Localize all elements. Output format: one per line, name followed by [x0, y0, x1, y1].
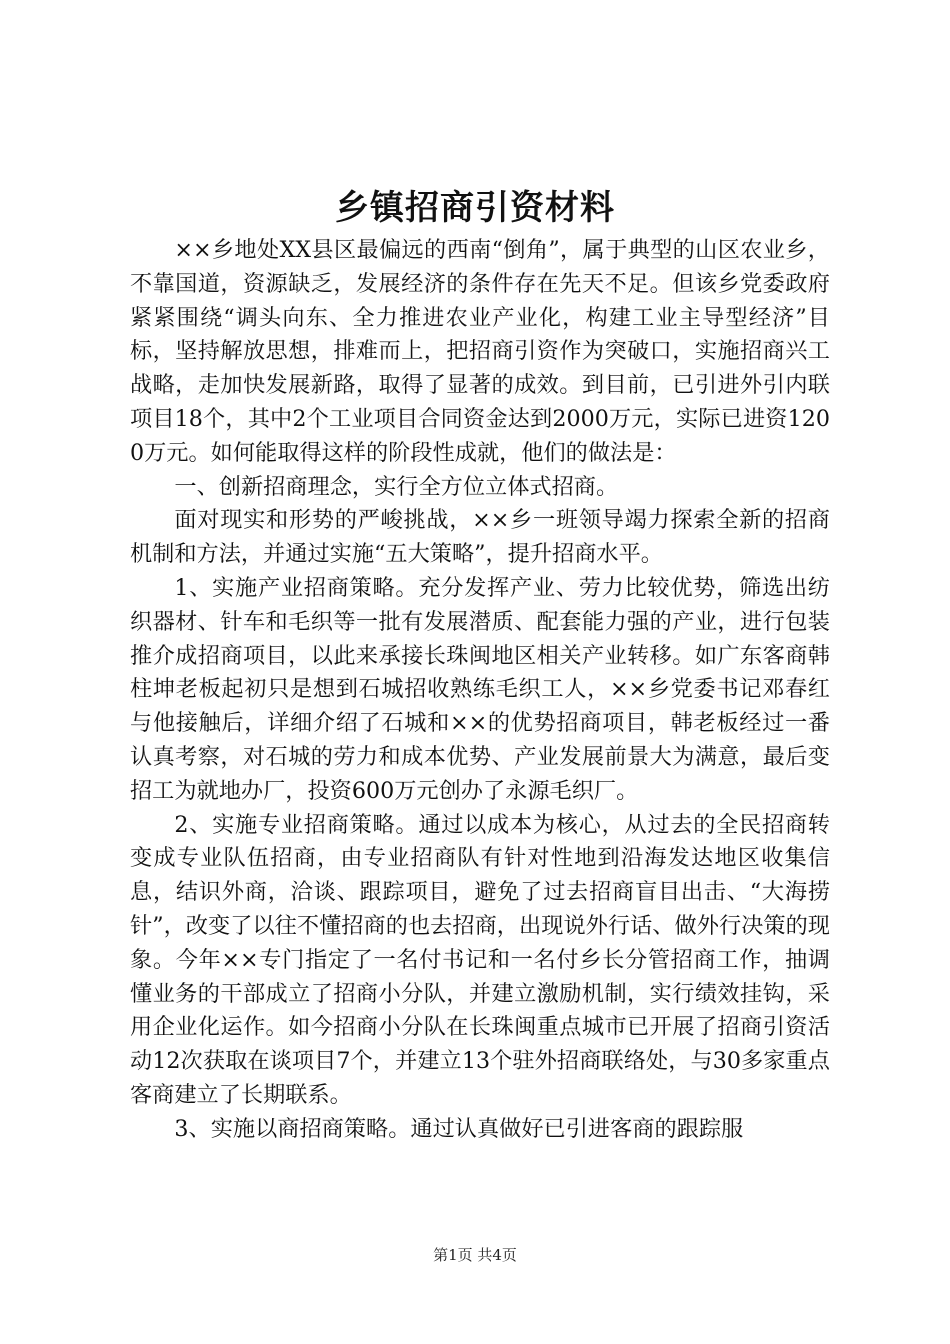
document-title: 乡镇招商引资材料 — [335, 188, 615, 228]
document-body — [130, 234, 830, 1147]
paragraph-strategy-2: 2、实施专业招商策略。通过以成本为核心，从过去的全民招商转变成专业队伍招商，由专业招商队有针对性地到沿海发达地区收集信息，结识外商，洽谈、跟踪项目，避免了过去招商盲目出击、“大海捞针”，改变了以往不懂招商的也去招商，出现说外行话、做外行决策的现象。今年××专门指定了一名付书记和一名付乡长分管招商工作，抽调懂业务的干部成立了招商小分队，并建立激励机制，实行绩效挂钩，采用企业化运作。如今招商小分队在长珠闽重点城市已开展了招商引资活动12次获取在谈项目7个，并建立13个驻外招商联络处，与30多家重点客商建立了长期联系。 — [130, 811, 830, 1108]
paragraph-strategy-1: 1、实施产业招商策略。充分发挥产业、劳力比较优势，筛选出纺织器材、针车和毛织等一批有发展潜质、配套能力强的产业，进行包装推介成招商项目，以此来承接长珠闽地区相关产业转移。如广东客商韩柱坤老板起初只是想到石城招收熟练毛织工人，××乡党委书记邓春红与他接触后，详细介绍了石城和××的优势招商项目，韩老板经过一番认真考察，对石城的劳力和成本优势、产业发展前景大为满意，最后变招工为就地办厂，投资600万元创办了永源毛织厂。 — [130, 574, 830, 804]
paragraph-intro: ××乡地处XX县区最偏远的西南“倒角”，属于典型的山区农业乡，不靠国道，资源缺乏，发展经济的条件存在先天不足。但该乡党委政府紧紧围绕“调头向东、全力推进农业产业化，构建工业主导型经济”目标，坚持解放思想，排难而上，把招商引资作为突破口，实施招商兴工战略，走加快发展新路，取得了显著的成效。到目前，已引进外引内联项目18个，其中2个工业项目合同资金达到2000万元，实际已进资1200万元。如何能取得这样的阶段性成就，他们的做法是： — [130, 237, 830, 466]
paragraph-section-heading: 一、创新招商理念，实行全方位立体式招商。 — [174, 473, 619, 500]
paragraph-strategy-3: 3、实施以商招商策略。通过认真做好已引进客商的跟踪服 — [174, 1115, 744, 1142]
paragraph-overview: 面对现实和形势的严峻挑战，××乡一班领导竭力探索全新的招商机制和方法，并通过实施“五大策略”，提升招商水平。 — [130, 507, 830, 568]
page-footer: 第1页 共4页 — [433, 1246, 517, 1264]
